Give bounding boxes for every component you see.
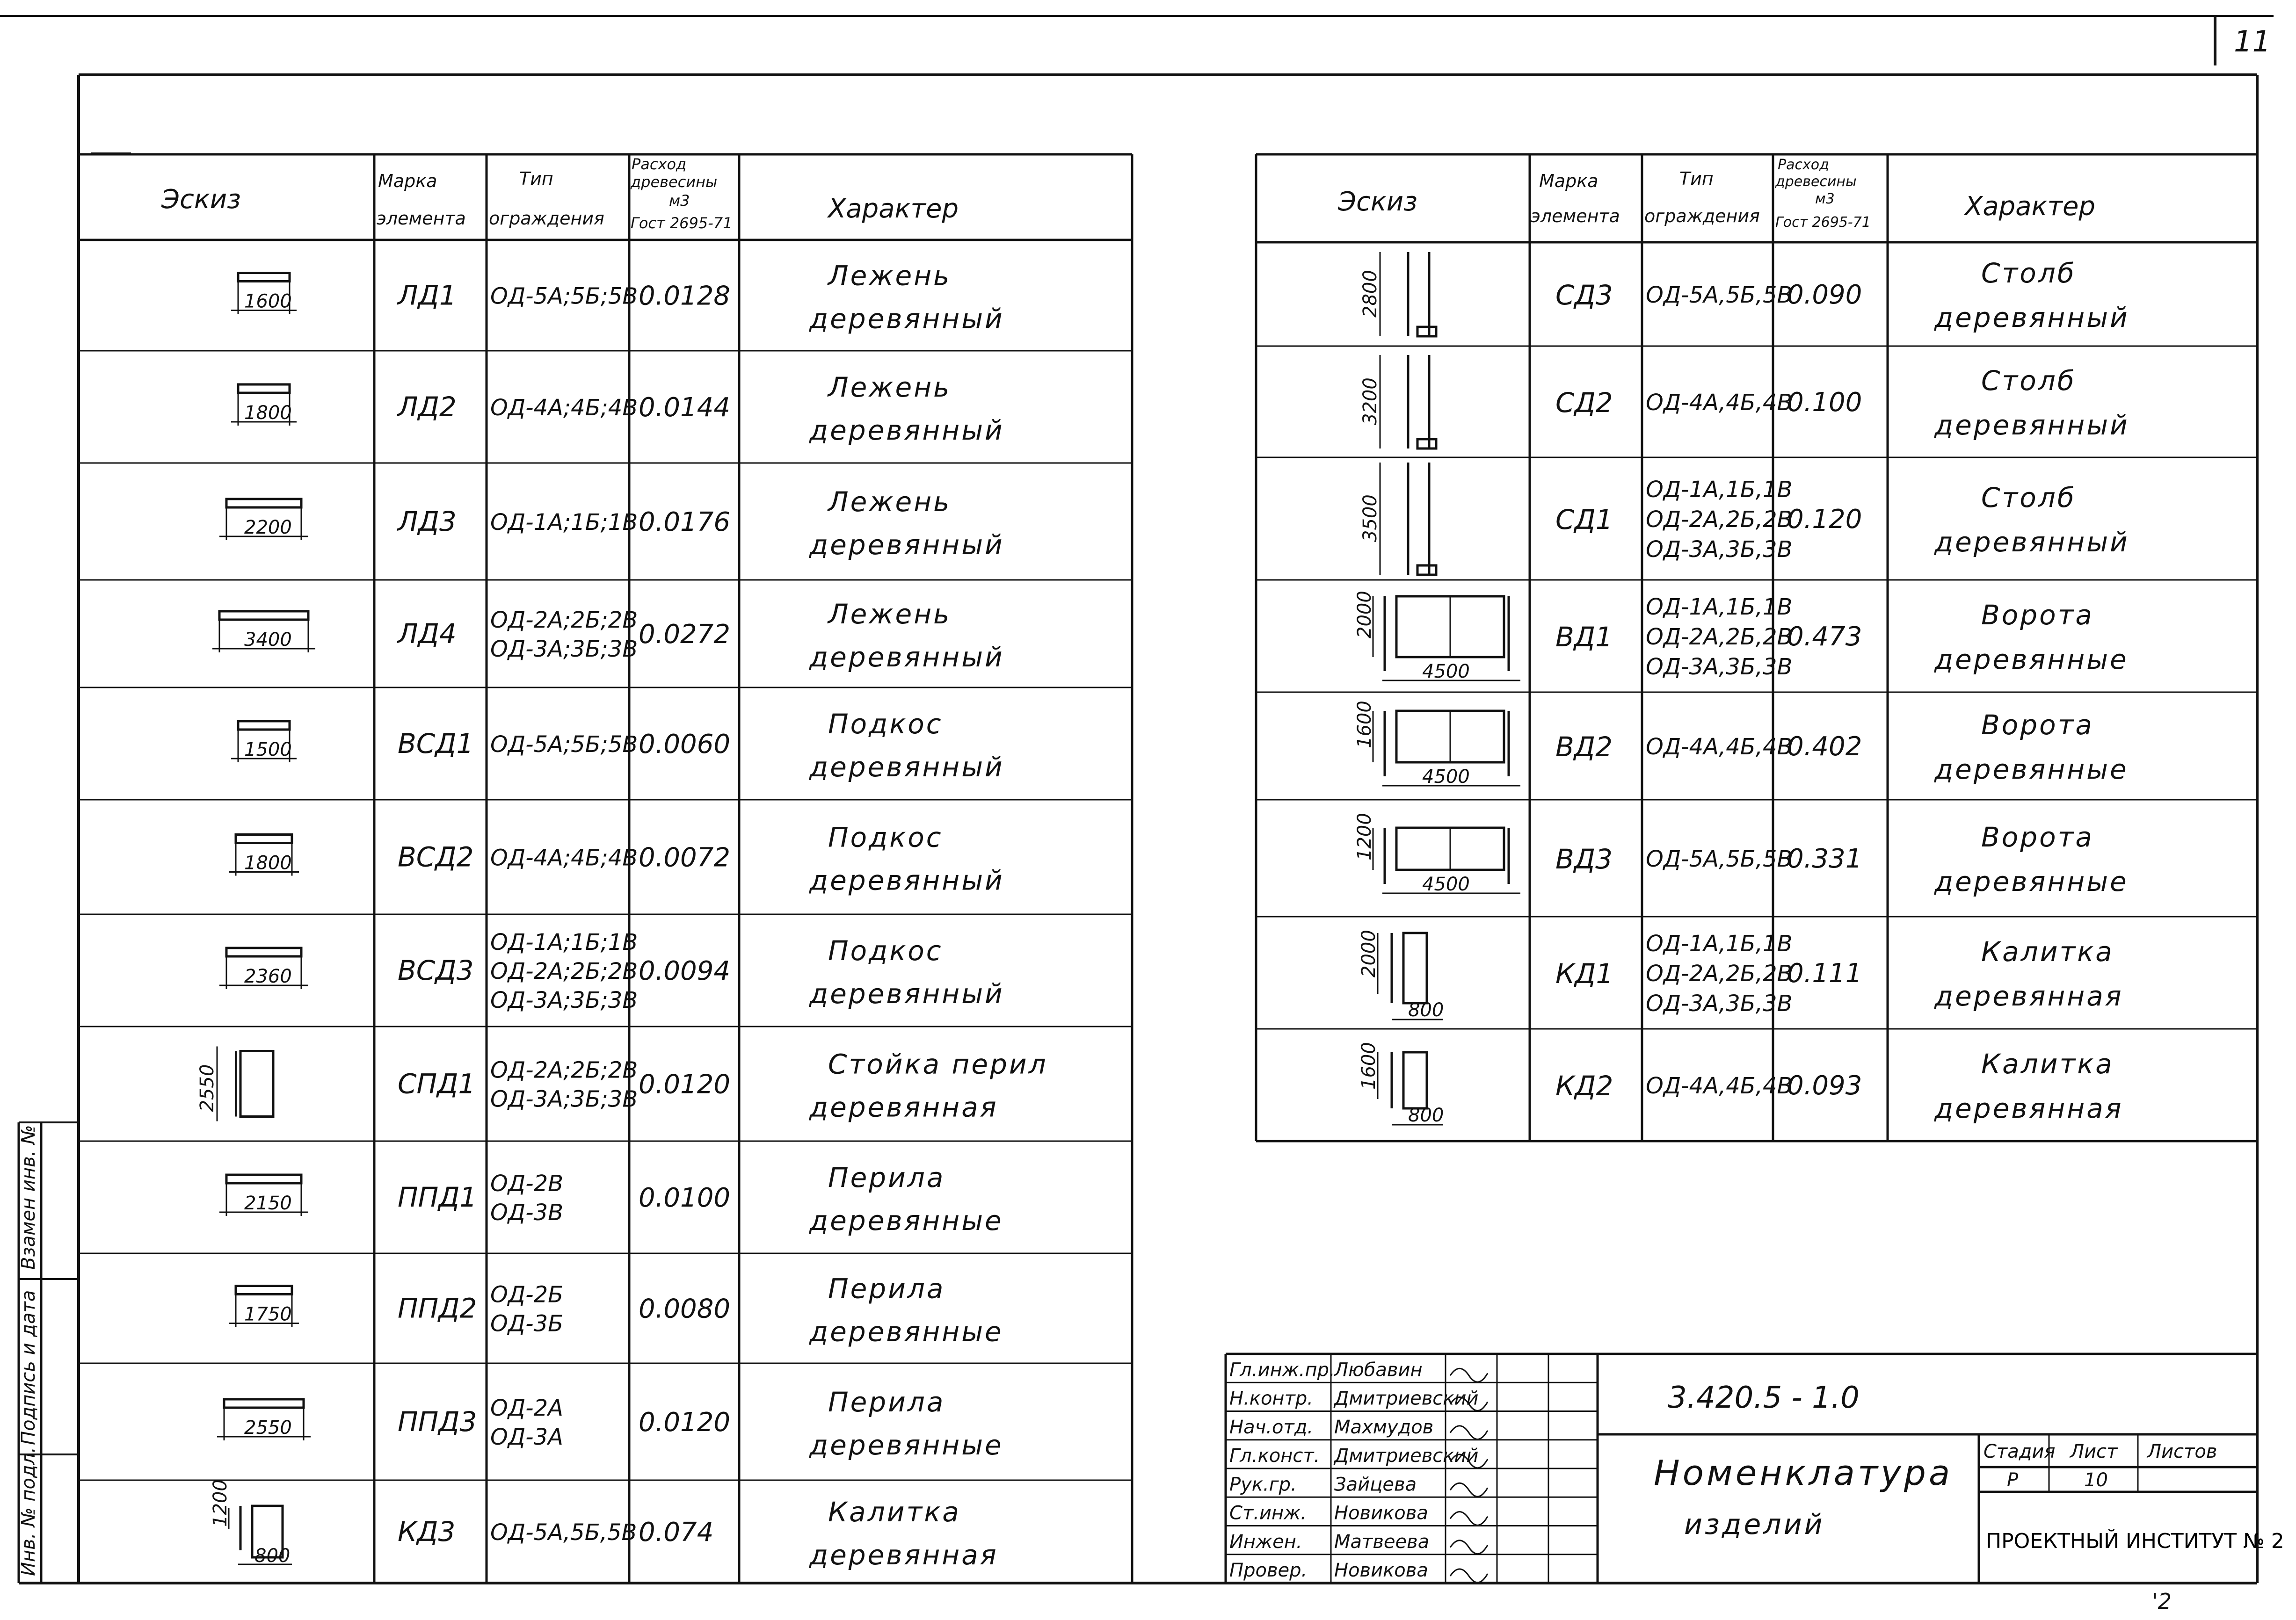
row-character-name: Лежень xyxy=(828,260,952,292)
row-wood-volume: 0.0120 xyxy=(639,1407,730,1438)
row-sketch xyxy=(1354,701,1520,788)
row-mark: СД3 xyxy=(1555,279,1613,311)
row-type: ОД-2А xyxy=(490,1395,563,1421)
row-character-material: деревянный xyxy=(809,303,1004,335)
row-type: ОД-2А;2Б;2В xyxy=(490,958,638,984)
left-table-row xyxy=(212,598,1004,673)
stamp-sign-label: Подпись и дата xyxy=(18,1290,39,1445)
document-title-2: изделий xyxy=(1684,1508,1825,1541)
row-character-material: деревянная xyxy=(1934,980,2123,1012)
staff-row xyxy=(1229,1388,1488,1411)
staff-name: Любавин xyxy=(1334,1359,1423,1381)
sketch-dim-label-height: 2000 xyxy=(1354,591,1375,638)
sheet-value: 10 xyxy=(2084,1469,2108,1491)
row-character-material: деревянный xyxy=(809,864,1004,897)
sketch-dim-label: 3200 xyxy=(1359,377,1381,425)
row-character-material: деревянный xyxy=(1934,302,2129,333)
row-sketch xyxy=(229,1286,299,1327)
sketch-dim-label-width: 800 xyxy=(1408,999,1444,1021)
row-mark: ЛД3 xyxy=(398,506,457,537)
sketch-dim-label: 2200 xyxy=(244,517,292,538)
row-type: ОД-2А,2Б,2В xyxy=(1646,506,1793,533)
row-wood-volume: 0.0060 xyxy=(639,729,730,759)
row-mark: ВСД3 xyxy=(398,955,474,986)
row-wood-volume: 0.074 xyxy=(639,1517,714,1548)
staff-row xyxy=(1229,1560,1488,1583)
sketch-dim-label: 1750 xyxy=(244,1303,292,1325)
row-type: ОД-4А,4Б,4В xyxy=(1646,1073,1793,1099)
sketch-dim-label-height: 2000 xyxy=(1358,930,1380,977)
left-table-row xyxy=(196,1047,1048,1123)
row-mark: КД2 xyxy=(1555,1070,1613,1102)
row-mark: СД2 xyxy=(1555,387,1613,419)
left-table-row xyxy=(219,929,1004,1013)
row-mark: ВСД2 xyxy=(398,841,474,873)
row-wood-volume: 0.0100 xyxy=(639,1183,730,1213)
row-wood-volume: 0.402 xyxy=(1787,731,1862,762)
staff-row xyxy=(1229,1417,1488,1439)
sketch-dim-label-height: 1200 xyxy=(1354,813,1375,861)
right-table-row xyxy=(1358,930,2123,1021)
row-wood-volume: 0.0272 xyxy=(639,619,730,650)
right-table-row xyxy=(1354,701,2129,788)
row-type: ОД-1А,1Б,1В xyxy=(1646,594,1793,620)
row-type: ОД-5А;5Б;5В xyxy=(490,283,638,310)
row-type: ОД-4А;4Б;4В xyxy=(490,845,638,871)
right-table-row xyxy=(1354,591,2129,682)
row-character-material: деревянный xyxy=(1934,409,2129,441)
row-wood-volume: 0.100 xyxy=(1787,387,1862,418)
right-header-mark-2: элемента xyxy=(1531,206,1620,226)
sketch-dim-label-width: 800 xyxy=(254,1545,291,1567)
staff-signature xyxy=(1450,1483,1488,1497)
sketch-post-base xyxy=(1417,327,1436,336)
row-sketch xyxy=(210,1479,292,1567)
sketch-dim-label-width: 800 xyxy=(1408,1105,1444,1126)
right-table-row xyxy=(1359,463,2129,575)
sketch-dim-label-width: 4500 xyxy=(1422,766,1470,788)
row-character-name: Лежень xyxy=(828,598,952,630)
row-sketch xyxy=(1359,463,1436,575)
row-mark: ППД3 xyxy=(398,1406,477,1438)
staff-role: Гл.инж.пр. xyxy=(1229,1359,1335,1381)
row-type: ОД-3А,3Б,3В xyxy=(1646,536,1793,563)
staff-role: Гл.конст. xyxy=(1229,1445,1320,1467)
row-type: ОД-3А;3Б;3В xyxy=(490,987,638,1013)
sketch-dim-label-height: 1600 xyxy=(1358,1042,1380,1090)
row-mark: ППД1 xyxy=(398,1181,477,1213)
row-type: ОД-2А;2Б;2В xyxy=(490,1057,638,1084)
row-type: ОД-3А xyxy=(490,1424,563,1450)
row-character-name: Лежень xyxy=(828,371,952,403)
row-type: ОД-5А;5Б;5В xyxy=(490,731,638,758)
row-mark: СД1 xyxy=(1555,504,1613,535)
row-type: ОД-3А,3Б,3В xyxy=(1646,991,1793,1017)
row-character-name: Лежень xyxy=(828,486,952,518)
right-header-type-2: ограждения xyxy=(1644,206,1760,226)
page-number: 11 xyxy=(2234,24,2271,58)
row-character-name: Ворота xyxy=(1981,821,2094,853)
row-type: ОД-3В xyxy=(490,1200,564,1226)
staff-name: Махмудов xyxy=(1334,1416,1434,1438)
row-type: ОД-2Б xyxy=(490,1281,564,1308)
staff-name: Матвеева xyxy=(1334,1531,1430,1553)
title-block xyxy=(1226,1354,2284,1583)
row-type: ОД-2А,2Б,2В xyxy=(1646,961,1793,987)
left-table-row xyxy=(217,1386,1003,1461)
left-table-row xyxy=(229,1273,1003,1348)
sketch-dim-label: 3500 xyxy=(1359,494,1381,542)
sketch-beam xyxy=(226,1175,301,1183)
row-character-material: деревянный xyxy=(809,751,1004,783)
left-table-row xyxy=(231,708,1004,783)
row-type: ОД-1А;1Б;1В xyxy=(490,509,638,535)
row-sketch xyxy=(231,384,297,426)
row-type: ОД-3А;3Б;3В xyxy=(490,1086,638,1113)
row-mark: СПД1 xyxy=(398,1068,476,1100)
left-table-row xyxy=(231,371,1004,446)
sketch-dim-label: 2800 xyxy=(1359,270,1381,318)
row-character-name: Перила xyxy=(828,1273,945,1305)
row-character-material: деревянная xyxy=(809,1091,998,1123)
row-mark: ЛД4 xyxy=(398,618,457,650)
sketch-dim-label-width: 4500 xyxy=(1422,661,1470,682)
staff-signature xyxy=(1450,1368,1488,1382)
left-table-row xyxy=(219,486,1004,561)
row-wood-volume: 0.0120 xyxy=(639,1069,730,1100)
row-sketch xyxy=(229,835,299,876)
staff-row xyxy=(1229,1359,1488,1382)
side-stamp xyxy=(18,1122,79,1583)
row-wood-volume: 0.0094 xyxy=(639,956,730,986)
left-table-row xyxy=(210,1479,998,1571)
row-type: ОД-2В xyxy=(490,1171,564,1197)
row-sketch xyxy=(1354,591,1520,682)
row-sketch xyxy=(217,1399,311,1440)
row-character-name: Калитка xyxy=(828,1496,961,1528)
row-sketch xyxy=(1359,355,1436,448)
left-table-row xyxy=(219,1162,1003,1237)
row-wood-volume: 0.0144 xyxy=(639,392,730,423)
staff-name: Дмитриевский xyxy=(1334,1388,1479,1410)
staff-name: Новикова xyxy=(1334,1502,1428,1524)
row-character-name: Ворота xyxy=(1981,599,2094,631)
staff-row xyxy=(1229,1474,1488,1497)
row-type: ОД-4А,4Б,4В xyxy=(1646,734,1793,760)
staff-signature xyxy=(1450,1512,1488,1526)
left-nomenclature-table xyxy=(79,154,1132,1583)
row-type: ОД-4А;4Б;4В xyxy=(490,395,638,421)
row-sketch xyxy=(212,611,315,652)
staff-row xyxy=(1229,1503,1488,1526)
sketch-dim-label-width: 4500 xyxy=(1422,874,1470,895)
row-sketch xyxy=(231,721,297,762)
row-character-name: Калитка xyxy=(1981,1048,2114,1080)
staff-role: Ст.инж. xyxy=(1229,1502,1307,1524)
row-character-material: деревянный xyxy=(1934,526,2129,558)
row-type: ОД-1А;1Б;1В xyxy=(490,929,638,955)
right-table-row xyxy=(1359,252,2129,336)
sketch-beam xyxy=(238,273,290,282)
row-wood-volume: 0.0072 xyxy=(639,842,730,873)
staff-role: Рук.гр. xyxy=(1229,1474,1297,1496)
row-wood-volume: 0.120 xyxy=(1787,504,1862,535)
right-header-wood-1: Расход xyxy=(1778,157,1829,173)
sketch-beam xyxy=(238,721,290,730)
row-character-name: Калитка xyxy=(1981,936,2114,968)
institute-name: ПРОЕКТНЫЙ ИНСТИТУТ № 2 xyxy=(1986,1529,2284,1553)
row-mark: КД3 xyxy=(398,1516,456,1548)
staff-signature xyxy=(1450,1569,1488,1583)
sketch-gate-leaf xyxy=(1403,1052,1427,1108)
right-header-wood-3: м3 xyxy=(1815,191,1835,207)
right-header-wood-4: Гост 2695-71 xyxy=(1775,214,1871,231)
left-header-wood-1: Расход xyxy=(632,155,687,173)
staff-name: Дмитриевский xyxy=(1334,1445,1479,1467)
row-type: ОД-5А,5Б,5В xyxy=(1646,846,1793,872)
row-sketch xyxy=(1354,813,1520,895)
row-type: ОД-5А,5Б,5В xyxy=(490,1519,637,1546)
row-mark: КД1 xyxy=(1555,958,1613,990)
right-nomenclature-table xyxy=(1256,154,2257,1141)
staff-role: Н.контр. xyxy=(1229,1388,1313,1410)
sketch-dim-label-height: 1200 xyxy=(210,1479,231,1527)
left-header-mark-1: Марка xyxy=(378,171,437,191)
row-character-material: деревянная xyxy=(1934,1092,2123,1124)
sketch-post-base xyxy=(1417,439,1436,448)
sketch-dim-label: 3400 xyxy=(244,629,292,651)
sketch-dim-label: 2550 xyxy=(244,1417,292,1439)
left-header-type-2: ограждения xyxy=(489,208,604,229)
right-header-wood-2: древесины xyxy=(1775,174,1857,190)
document-code: 3.420.5 - 1.0 xyxy=(1668,1381,1860,1415)
row-type: ОД-3А;3Б;3В xyxy=(490,636,638,662)
drawing-frame xyxy=(19,75,2257,1583)
row-character-name: Столб xyxy=(1981,365,2076,397)
staff-name: Зайцева xyxy=(1334,1474,1417,1496)
sketch-beam xyxy=(219,611,308,620)
row-type: ОД-1А,1Б,1В xyxy=(1646,477,1793,503)
row-character-name: Перила xyxy=(828,1162,945,1193)
left-table-row xyxy=(231,260,1004,335)
row-character-name: Перила xyxy=(828,1386,945,1418)
right-header-type-1: Тип xyxy=(1679,168,1714,189)
row-character-material: деревянные xyxy=(809,1205,1003,1237)
stamp-inv-label: Инв. № подл. xyxy=(18,1447,39,1576)
footer-mark: '2 xyxy=(2152,1589,2172,1614)
staff-row xyxy=(1229,1445,1488,1468)
row-sketch xyxy=(219,1175,308,1216)
sketch-dim-label-height: 1600 xyxy=(1354,701,1375,748)
row-mark: ВД3 xyxy=(1555,843,1613,875)
left-header-wood-4: Гост 2695-71 xyxy=(631,214,733,232)
right-header-mark-1: Марка xyxy=(1539,171,1598,191)
sketch-gate-leaf xyxy=(1403,933,1427,1003)
row-character-name: Ворота xyxy=(1981,709,2094,741)
row-character-name: Подкос xyxy=(828,935,943,967)
row-mark: ВД2 xyxy=(1555,731,1613,763)
sketch-beam xyxy=(238,384,290,393)
right-header-character: Характер xyxy=(1965,191,2095,222)
sketch-dim-label: 2550 xyxy=(196,1064,218,1112)
row-type: ОД-4А,4Б,4В xyxy=(1646,390,1793,416)
left-table-row xyxy=(229,822,1004,897)
row-character-name: Подкос xyxy=(828,821,943,853)
row-character-material: деревянный xyxy=(809,414,1004,446)
row-wood-volume: 0.331 xyxy=(1787,844,1862,874)
row-mark: ВСД1 xyxy=(398,728,474,759)
left-header-wood-3: м3 xyxy=(669,192,690,210)
row-mark: ППД2 xyxy=(398,1292,477,1324)
row-character-material: деревянные xyxy=(809,1316,1003,1348)
staff-name: Новикова xyxy=(1334,1560,1428,1581)
sketch-beam xyxy=(236,1286,292,1295)
row-wood-volume: 0.0176 xyxy=(639,507,730,537)
row-wood-volume: 0.111 xyxy=(1787,958,1862,989)
row-character-name: Столб xyxy=(1981,257,2076,289)
row-character-material: деревянные xyxy=(1934,866,2129,897)
right-header-sketch: Эскиз xyxy=(1338,187,1417,217)
row-type: ОД-5А,5Б,5В xyxy=(1646,282,1793,308)
sketch-post xyxy=(240,1051,273,1117)
row-wood-volume: 0.473 xyxy=(1787,622,1862,652)
left-header-sketch: Эскиз xyxy=(161,184,241,215)
staff-role: Нач.отд. xyxy=(1229,1416,1314,1438)
row-type: ОД-2А;2Б;2В xyxy=(490,607,638,633)
row-wood-volume: 0.090 xyxy=(1787,280,1862,310)
row-mark: ВД1 xyxy=(1555,621,1613,653)
staff-signature xyxy=(1450,1540,1488,1554)
staff-row xyxy=(1229,1531,1488,1554)
row-character-material: деревянные xyxy=(1934,753,2129,785)
left-header-character: Характер xyxy=(828,194,959,224)
sketch-dim-label: 2360 xyxy=(244,966,292,987)
row-type: ОД-2А,2Б,2В xyxy=(1646,624,1793,650)
row-character-name: Подкос xyxy=(828,708,943,740)
stage-label: Стадия xyxy=(1984,1441,2056,1462)
row-sketch xyxy=(219,948,308,989)
sketch-post-base xyxy=(1417,565,1436,575)
row-character-name: Столб xyxy=(1981,482,2076,513)
row-character-material: деревянный xyxy=(809,529,1004,561)
left-header-mark-2: элемента xyxy=(377,208,466,229)
stamp-replace-label: Взамен инв. № xyxy=(18,1125,39,1270)
sheets-label: Листов xyxy=(2147,1441,2217,1462)
row-sketch xyxy=(1359,252,1436,336)
sketch-beam xyxy=(236,835,292,843)
row-mark: ЛД2 xyxy=(398,391,457,423)
row-sketch xyxy=(1358,1042,1444,1126)
row-type: ОД-3Б xyxy=(490,1310,564,1337)
sketch-dim-label: 2150 xyxy=(244,1193,292,1214)
staff-signature xyxy=(1450,1426,1488,1439)
stage-value: Р xyxy=(2007,1469,2019,1491)
sheet-label: Лист xyxy=(2070,1441,2118,1462)
row-character-material: деревянный xyxy=(809,641,1004,673)
sketch-dim-label: 1800 xyxy=(244,852,292,874)
document-title-1: Номенклатура xyxy=(1654,1453,1953,1493)
row-character-material: деревянный xyxy=(809,978,1004,1010)
staff-role: Провер. xyxy=(1229,1560,1308,1581)
row-character-material: деревянные xyxy=(809,1429,1003,1461)
left-header-type-1: Тип xyxy=(519,168,553,189)
row-mark: ЛД1 xyxy=(398,279,457,311)
right-table-row xyxy=(1358,1042,2123,1126)
row-sketch xyxy=(219,499,308,540)
sketch-beam xyxy=(224,1399,304,1408)
row-character-material: деревянные xyxy=(1934,644,2129,675)
left-header-wood-2: древесины xyxy=(631,173,718,191)
row-wood-volume: 0.093 xyxy=(1787,1070,1862,1101)
row-sketch xyxy=(1358,930,1444,1021)
sketch-beam xyxy=(226,499,301,507)
right-table-row xyxy=(1359,355,2129,448)
row-type: ОД-1А,1Б,1В xyxy=(1646,931,1793,957)
row-sketch xyxy=(231,273,297,314)
row-type: ОД-3А,3Б,3В xyxy=(1646,654,1793,680)
staff-role: Инжен. xyxy=(1229,1531,1302,1553)
row-character-name: Стойка перил xyxy=(828,1048,1048,1080)
row-sketch xyxy=(196,1047,273,1121)
sketch-dim-label: 1600 xyxy=(244,290,292,312)
sketch-beam xyxy=(226,948,301,956)
row-wood-volume: 0.0080 xyxy=(639,1294,730,1324)
row-wood-volume: 0.0128 xyxy=(639,281,730,311)
sketch-dim-label: 1500 xyxy=(244,739,292,760)
right-table-row xyxy=(1354,813,2129,897)
sketch-dim-label: 1800 xyxy=(244,402,292,424)
row-character-material: деревянная xyxy=(809,1539,998,1571)
